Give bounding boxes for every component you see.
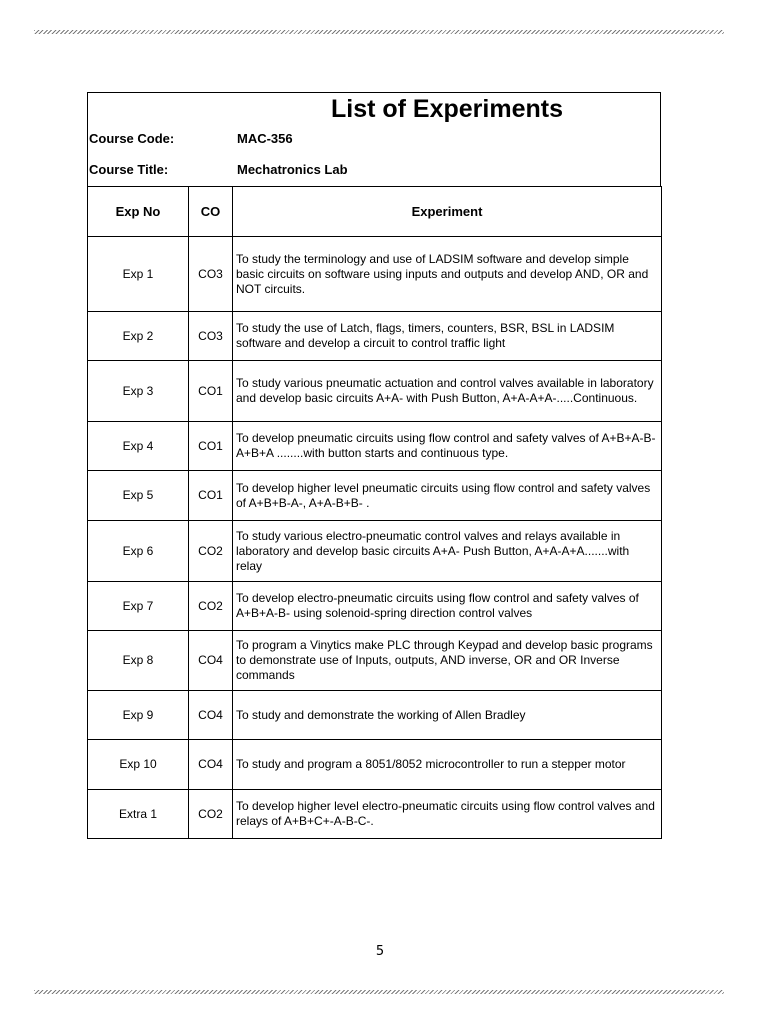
exp-no-cell: Exp 10 <box>88 740 189 790</box>
course-code-value: MAC-356 <box>237 131 293 146</box>
co-cell: CO2 <box>189 790 233 839</box>
exp-no-cell: Exp 1 <box>88 237 189 312</box>
co-cell: CO2 <box>189 582 233 631</box>
page-number: 5 <box>375 944 385 959</box>
exp-no-cell: Exp 2 <box>88 312 189 361</box>
experiment-cell: To develop higher level electro-pneumatic circuits using flow control valves and relays of A+B+C+-A-B-C-. <box>233 790 662 839</box>
top-dotted-rule <box>34 30 724 34</box>
co-cell: CO1 <box>189 471 233 521</box>
experiment-cell: To study and program a 8051/8052 microcontroller to run a stepper motor <box>233 740 662 790</box>
table-row <box>88 790 662 839</box>
bottom-dotted-rule <box>34 990 724 994</box>
co-cell: CO1 <box>189 361 233 422</box>
table-row <box>88 312 662 361</box>
header-exp-no: Exp No <box>88 187 189 237</box>
table-row <box>88 691 662 740</box>
header-co: CO <box>189 187 233 237</box>
exp-no-cell: Exp 8 <box>88 631 189 691</box>
exp-no-cell: Exp 9 <box>88 691 189 740</box>
header-experiment: Experiment <box>233 187 662 237</box>
exp-no-cell: Extra 1 <box>88 790 189 839</box>
course-title-value: Mechatronics Lab <box>237 162 348 177</box>
table-header-row <box>88 187 662 237</box>
exp-no-cell: Exp 7 <box>88 582 189 631</box>
experiments-sheet <box>87 92 661 839</box>
experiment-cell: To study and demonstrate the working of Allen Bradley <box>233 691 662 740</box>
exp-no-cell: Exp 5 <box>88 471 189 521</box>
experiment-cell: To program a Vinytics make PLC through Keypad and develop basic programs to demonstrate use of Inputs, outputs, AND inverse, OR and OR Inverse commands <box>233 631 662 691</box>
co-cell: CO4 <box>189 631 233 691</box>
table-row <box>88 237 662 312</box>
experiments-table <box>87 186 662 839</box>
exp-no-cell: Exp 4 <box>88 422 189 471</box>
experiment-cell: To develop electro-pneumatic circuits using flow control and safety valves of A+B+A-B- using solenoid-spring direction control valves <box>233 582 662 631</box>
experiment-cell: To study the terminology and use of LADSIM software and develop simple basic circuits on software using inputs and outputs and develop AND, OR and NOT circuits. <box>233 237 662 312</box>
page-title: List of Experiments <box>331 95 563 123</box>
exp-no-cell: Exp 6 <box>88 521 189 582</box>
experiment-cell: To develop higher level pneumatic circuits using flow control and safety valves of A+B+B-A-, A+A-B+B- . <box>233 471 662 521</box>
table-row <box>88 740 662 790</box>
table-row <box>88 582 662 631</box>
co-cell: CO1 <box>189 422 233 471</box>
table-row <box>88 361 662 422</box>
course-title-label: Course Title: <box>89 162 169 177</box>
co-cell: CO3 <box>189 237 233 312</box>
table-row <box>88 631 662 691</box>
experiment-cell: To study the use of Latch, flags, timers, counters, BSR, BSL in LADSIM software and develop a circuit to control traffic light <box>233 312 662 361</box>
co-cell: CO2 <box>189 521 233 582</box>
co-cell: CO3 <box>189 312 233 361</box>
header-block <box>87 92 661 186</box>
experiment-cell: To develop pneumatic circuits using flow control and safety valves of A+B+A-B-A+B+A ........with button starts and continuous type. <box>233 422 662 471</box>
co-cell: CO4 <box>189 691 233 740</box>
exp-no-cell: Exp 3 <box>88 361 189 422</box>
experiment-cell: To study various pneumatic actuation and control valves available in laboratory and develop basic circuits A+A- with Push Button, A+A-A+A-.....Continuous. <box>233 361 662 422</box>
table-row <box>88 521 662 582</box>
experiment-cell: To study various electro-pneumatic control valves and relays available in laboratory and develop basic circuits A+A- Push Button, A+A-A+A.......with relay <box>233 521 662 582</box>
table-row <box>88 471 662 521</box>
course-code-label: Course Code: <box>89 131 175 146</box>
co-cell: CO4 <box>189 740 233 790</box>
table-row <box>88 422 662 471</box>
